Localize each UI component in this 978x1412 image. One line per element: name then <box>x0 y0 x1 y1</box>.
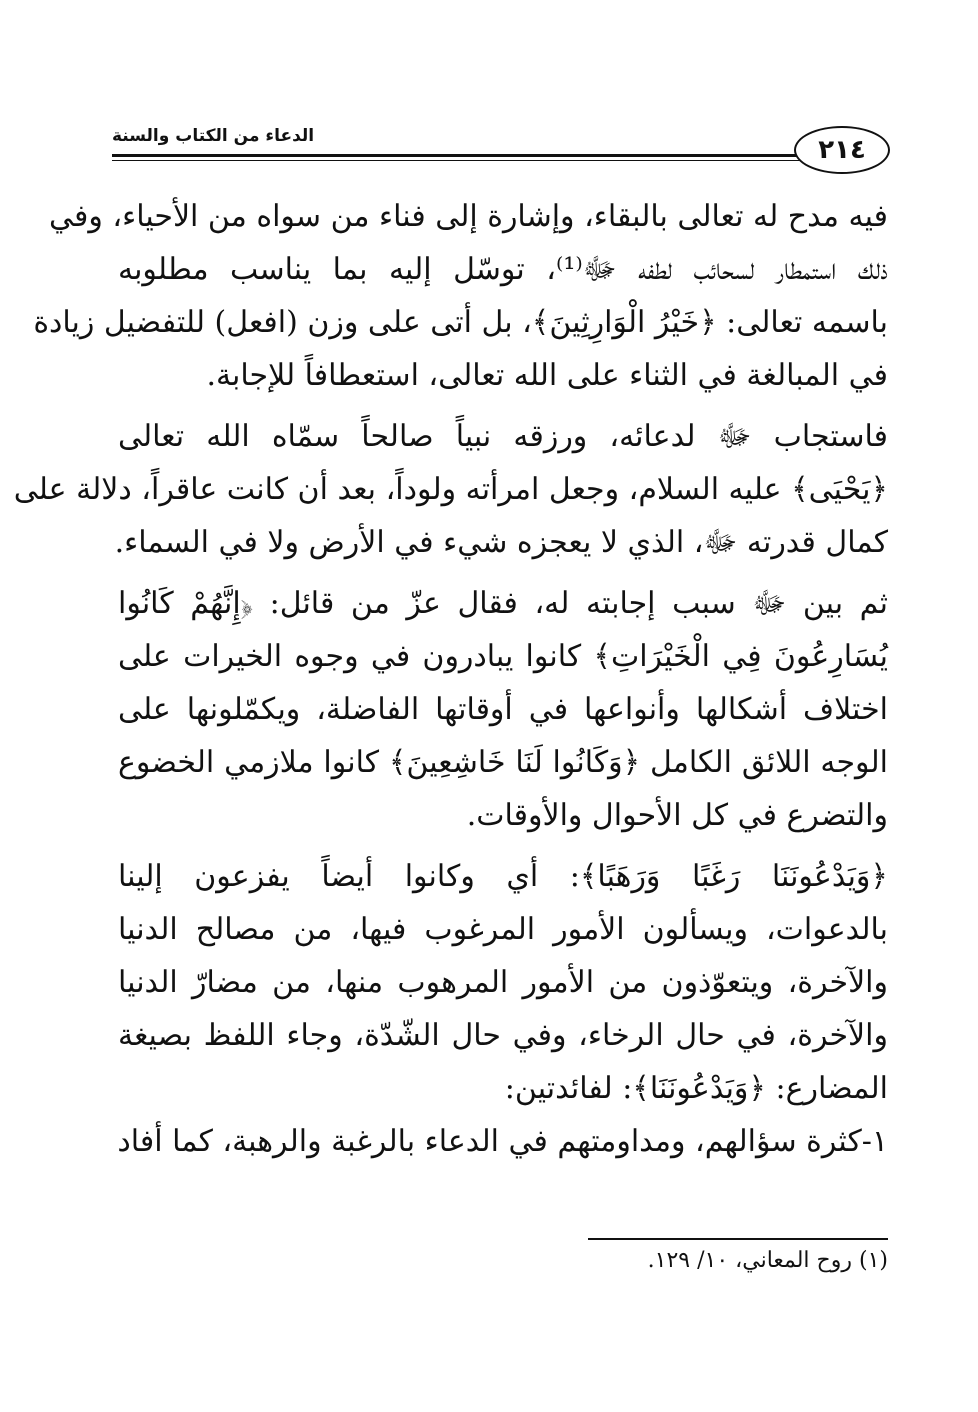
text-line: ثم بين ﷻ سبب إجابته له، فقال عزّ من قائل: ﴿إِنَّهُمْ كَانُوا <box>118 586 888 621</box>
text-line: ١-كثرة سؤالهم، ومداومتهم في الدعاء بالرغبة والرهبة، كما أفاد <box>117 1124 888 1159</box>
text-line: المضارع: ﴿وَيَدْعُونَنَا﴾: لفائدتين: <box>504 1071 888 1106</box>
text-line: اختلاف أشكالها وأنواعها في أوقاتها الفاضلة، ويكمّلونها على <box>118 692 888 727</box>
text-line: فيه مدح له تعالى بالبقاء، وإشارة إلى فناء من سواه من الأحياء، وفي <box>49 199 888 234</box>
text-line: والآخرة، في حال الرخاء، وفي حال الشّدّة، وجاء اللفظ بصيغة <box>118 1018 888 1053</box>
footnote-separator <box>588 1238 888 1240</box>
text-line: ذلك استمطار لسحائب لطفه ﷻ⁽¹⁾، توسّل إليه بما يناسب مطلوبه <box>118 252 889 287</box>
text-line: فاستجاب ﷻ لدعائه، ورزقه نبياً صالحاً سمّاه الله تعالى <box>118 419 888 454</box>
text-line: والتضرع في كل الأحوال والأوقات. <box>466 798 888 833</box>
text-line: في المبالغة في الثناء على الله تعالى، استعطافاً للإجابة. <box>206 358 888 393</box>
text-line: ﴿وَيَدْعُونَنَا رَغَبًا وَرَهَبًا﴾: أي وكانوا أيضاً يفزعون إلينا <box>118 859 888 894</box>
footnote: (١) روح المعاني، ١٠/ ١٢٩. <box>647 1248 888 1273</box>
text-line: يُسَارِعُونَ فِي الْخَيْرَاتِ﴾ كانوا يبادرون في وجوه الخيرات على <box>118 639 888 674</box>
text-line: باسمه تعالى: ﴿خَيْرُ الْوَارِثِينَ﴾، بل أتى على وزن (افعل) للتفضيل زيادة <box>33 305 888 340</box>
header-rule-thin <box>112 160 800 161</box>
text-line: والآخرة، ويتعوّذون من الأمور المرهوب منها، من مضارّ الدنيا <box>118 965 888 1000</box>
text-line: بالدعوات، ويسألون الأمور المرغوب فيها، من مصالح الدنيا <box>118 912 888 947</box>
running-title: الدعاء من الكتاب والسنة <box>112 126 315 146</box>
text-line: ﴿يَحْيَى﴾ عليه السلام، وجعل امرأته ولوداً، بعد أن كانت عاقراً، دلالة على <box>13 472 888 507</box>
page-header <box>112 118 890 178</box>
header-rule-thick <box>112 154 800 157</box>
text-line: كمال قدرته ﷻ، الذي لا يعجزه شيء في الأرض ولا في السماء. <box>114 525 888 560</box>
text-line: الوجه اللائق الكامل ﴿وَكَانُوا لَنَا خَاشِعِينَ﴾ كانوا ملازمي الخضوع <box>118 745 888 780</box>
page-number: ٢١٤ <box>794 126 890 174</box>
body-text <box>13 190 889 1168</box>
